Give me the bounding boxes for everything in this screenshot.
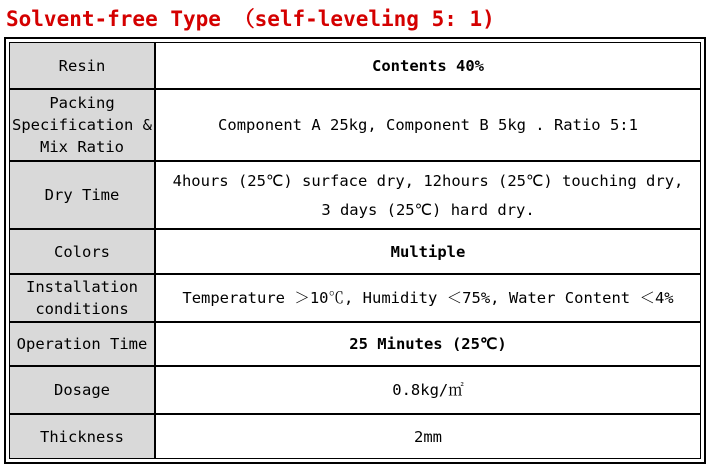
dosage-label: Dosage [10, 367, 154, 413]
thickness-value: 2mm [156, 415, 700, 458]
installation-label [10, 275, 154, 321]
colors-value: Multiple [156, 230, 700, 273]
dry-time-value [156, 162, 700, 228]
operation-time-value: 25 Minutes (25℃) [156, 323, 700, 365]
dry-time-line-1: 4hours (25℃) surface dry, 12hours (25℃) touching dry, [172, 171, 684, 190]
resin-label: Resin [10, 43, 154, 88]
packing-label-line-2: Specification & [12, 116, 152, 134]
specification-table [4, 37, 706, 464]
colors-label: Colors [10, 230, 154, 273]
resin-value: Contents 40% [156, 43, 700, 88]
installation-label-line-2: conditions [35, 300, 129, 318]
thickness-label: Thickness [10, 415, 154, 458]
dry-time-line-2: 3 days (25℃) hard dry. [321, 200, 535, 219]
page-title: Solvent-free Type （self-leveling 5: 1) [6, 7, 495, 31]
operation-time-label: Operation Time [10, 323, 154, 365]
packing-label-line-3: Mix Ratio [40, 138, 124, 156]
specification-grid [9, 42, 701, 459]
packing-label [10, 90, 154, 160]
packing-label-line-1: Packing [49, 94, 115, 112]
packing-value: Component A 25kg, Component B 5kg . Ratio 5:1 [156, 90, 700, 160]
dosage-value: 0.8kg/㎡ [156, 367, 700, 413]
dry-time-label: Dry Time [10, 162, 154, 228]
installation-label-line-1: Installation [26, 278, 138, 296]
installation-value: Temperature ＞10℃, Humidity ＜75%, Water Content ＜4% [156, 275, 700, 321]
